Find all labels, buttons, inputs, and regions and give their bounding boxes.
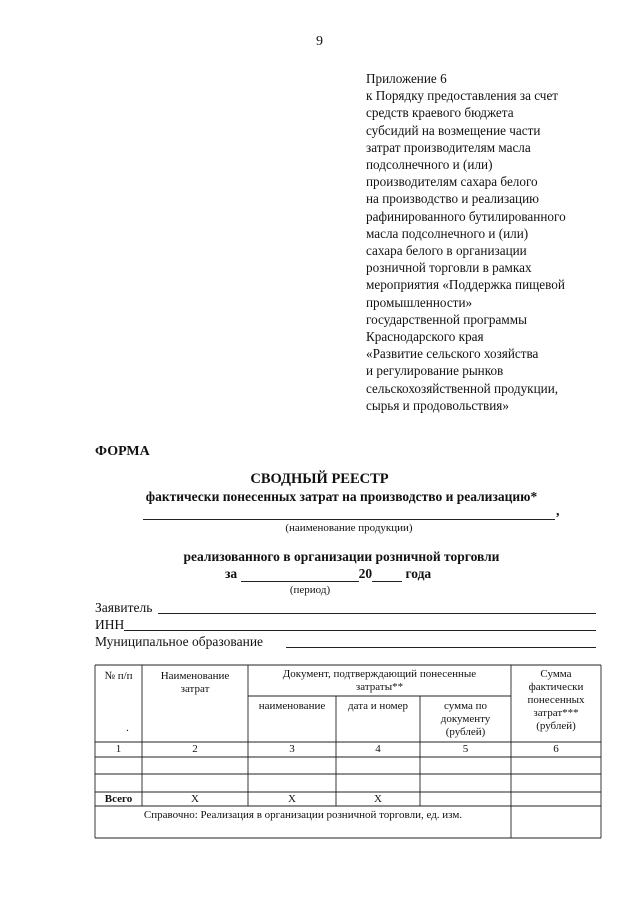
total-label: Всего bbox=[104, 793, 133, 805]
appendix-line: «Развитие сельского хозяйства bbox=[366, 346, 539, 362]
reference-row-label: Справочно: Реализация в организации розничной торговли, ед. изм. bbox=[143, 809, 463, 821]
appendix-line: сырья и продовольствия» bbox=[366, 397, 509, 413]
applicant-label: Заявитель bbox=[95, 600, 153, 615]
appendix-line: розничной торговли в рамках bbox=[366, 260, 532, 276]
header-cost-name bbox=[142, 670, 248, 696]
table-row[interactable] bbox=[95, 774, 601, 792]
appendix-line: и регулирование рынков bbox=[366, 363, 504, 379]
header-document bbox=[248, 668, 511, 694]
period-suffix: года bbox=[405, 566, 432, 581]
column-number: 4 bbox=[375, 743, 381, 755]
appendix-line: государственной программы bbox=[366, 311, 527, 327]
appendix-line: масла подсолнечного и (или) bbox=[366, 225, 529, 241]
header-total-sum-line: затрат*** bbox=[533, 707, 579, 719]
appendix-line: средств краевого бюджета bbox=[366, 105, 514, 121]
header-total-sum-line: (рублей) bbox=[536, 720, 576, 732]
column-number: 6 bbox=[553, 743, 559, 755]
document-subtitle: фактически понесенных затрат на производство и реализацию* bbox=[145, 489, 538, 504]
appendix-line: сельскохозяйственной продукции, bbox=[366, 380, 559, 396]
appendix-line: Приложение 6 bbox=[366, 71, 447, 86]
total-mark: Х bbox=[288, 793, 296, 805]
product-comma: , bbox=[556, 504, 560, 519]
appendix-line: к Порядку предоставления за счет bbox=[366, 88, 559, 104]
appendix-line: затрат производителям масла bbox=[366, 139, 531, 155]
header-doc-sum bbox=[420, 700, 511, 739]
page-number: 9 bbox=[316, 34, 323, 49]
appendix-line: на производство и реализацию bbox=[366, 191, 540, 207]
product-caption: (наименование продукции) bbox=[285, 522, 413, 534]
header-cost-name-line: Наименование bbox=[160, 670, 230, 682]
header-total-sum-line: фактически bbox=[528, 681, 584, 693]
period-prefix: за bbox=[225, 566, 238, 581]
column-number: 1 bbox=[115, 743, 122, 755]
header-doc-sum-line: сумма по bbox=[444, 700, 487, 712]
header-doc-sum-line: документу bbox=[440, 713, 491, 725]
period-caption: (период) bbox=[289, 584, 331, 596]
header-doc-sum-line: (рублей) bbox=[445, 726, 486, 738]
header-total-sum-line: понесенных bbox=[527, 694, 585, 706]
header-doc-name: наименование bbox=[258, 700, 326, 712]
header-dot: . bbox=[126, 722, 129, 734]
column-number: 5 bbox=[462, 743, 469, 755]
appendix-line: производителям сахара белого bbox=[366, 174, 538, 190]
document-title: СВОДНЫЙ РЕЕСТР bbox=[250, 471, 389, 487]
header-document-line: затраты** bbox=[355, 681, 404, 693]
municipality-label: Муниципальное образование bbox=[95, 634, 264, 649]
year-prefix: 20 bbox=[358, 566, 373, 581]
reference-value-cell[interactable] bbox=[511, 806, 601, 838]
appendix-line: сахара белого в организации bbox=[366, 243, 527, 259]
header-document-line: Документ, подтверждающий понесенные bbox=[282, 668, 477, 680]
table-row[interactable] bbox=[95, 757, 601, 774]
header-cost-name-line: затрат bbox=[180, 683, 210, 695]
column-number: 2 bbox=[192, 743, 198, 755]
header-total-sum-line: Сумма bbox=[540, 668, 572, 680]
inn-label: ИНН bbox=[95, 617, 125, 632]
realized-line: реализованного в организации розничной торговли bbox=[183, 549, 500, 564]
column-number: 3 bbox=[289, 743, 295, 755]
appendix-line: мероприятия «Поддержка пищевой bbox=[366, 277, 565, 293]
appendix-line: Краснодарского края bbox=[366, 329, 484, 345]
header-total-sum bbox=[511, 668, 601, 733]
form-label: ФОРМА bbox=[95, 444, 150, 459]
header-doc-date: дата и номер bbox=[348, 700, 408, 712]
appendix-line: субсидий на возмещение части bbox=[366, 122, 541, 138]
appendix-line: промышленности» bbox=[366, 294, 473, 310]
total-mark: Х bbox=[374, 793, 382, 805]
appendix-line: рафинированного бутилированного bbox=[366, 208, 566, 224]
total-mark: Х bbox=[191, 793, 199, 805]
appendix-line: подсолнечного и (или) bbox=[366, 157, 493, 173]
header-num: № п/п bbox=[104, 670, 133, 682]
